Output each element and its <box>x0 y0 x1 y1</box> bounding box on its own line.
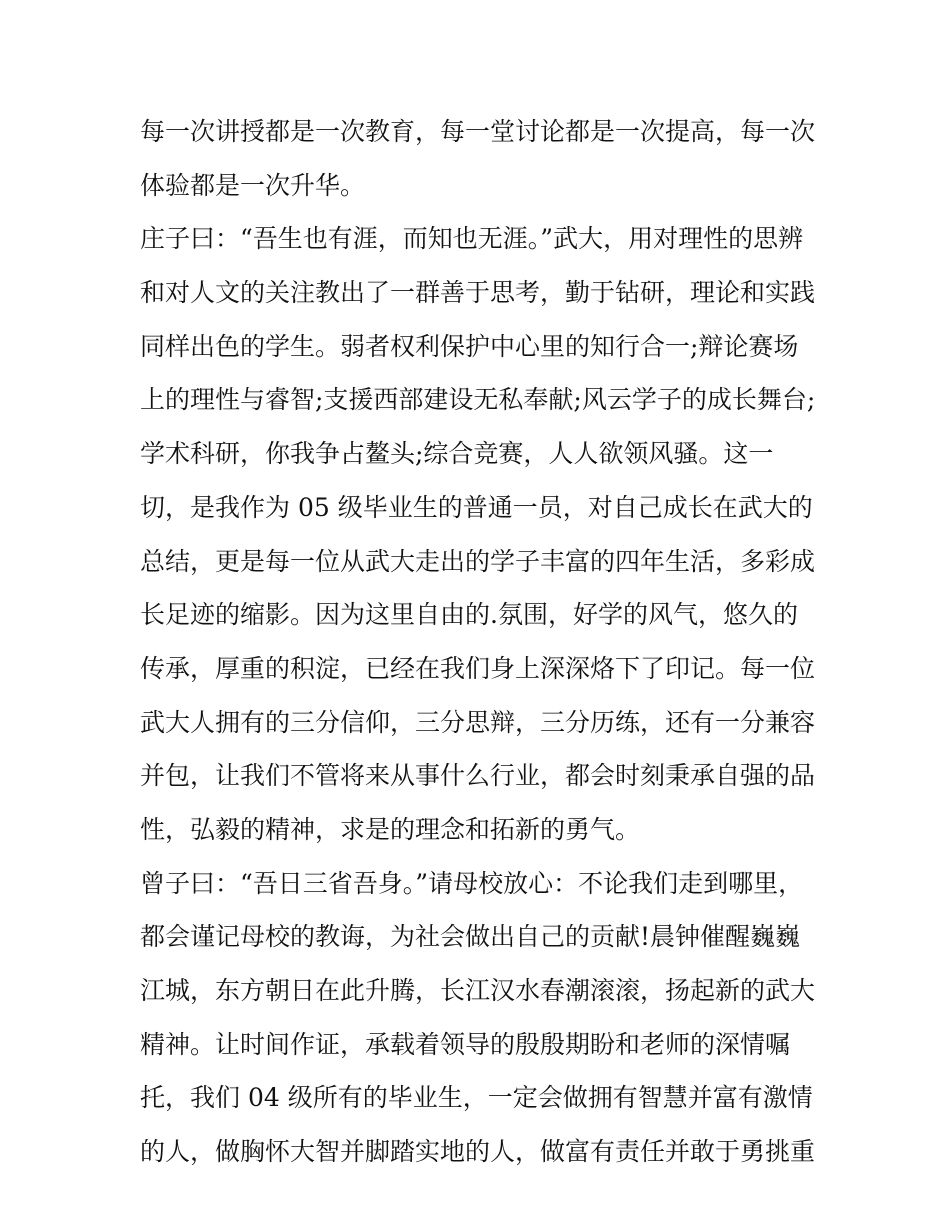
text-line: 总结，更是每一位从武大走出的学子丰富的四年生活，多彩成 <box>140 546 816 576</box>
text-line: 庄子曰：“吾生也有涯，而知也无涯。”武大，用对理性的思辨 <box>140 224 804 254</box>
text-line: 并包，让我们不管将来从事什么行业，都会时刻秉承自强的品 <box>140 761 816 791</box>
text-line: 性，弘毅的精神，求是的理念和拓新的勇气。 <box>140 814 641 844</box>
text-line: 江城，东方朝日在此升腾，长江汉水春潮滚滚，扬起新的武大 <box>140 976 816 1005</box>
text-line: 学术科研，你我争占鳌头;综合竞赛，人人欲领风骚。这一 <box>140 439 774 469</box>
text-line: 传承，厚重的积淀，已经在我们身上深深烙下了印记。每一位 <box>140 653 816 683</box>
text-line: 上的理性与睿智;支援西部建设无私奉献;风云学子的成长舞台; <box>140 385 816 415</box>
text-line: 同样出色的学生。弱者权利保护中心里的知行合一;辩论赛场 <box>140 331 799 361</box>
text-line: 精神。让时间作证，承载着领导的殷殷期盼和老师的深情嘱 <box>140 1029 791 1059</box>
text-line: 托，我们 04 级所有的毕业生，一定会做拥有智慧并富有激情 <box>140 1083 813 1113</box>
text-line: 武大人拥有的三分信仰，三分思辩，三分历练，还有一分兼容 <box>140 707 816 737</box>
text-line: 和对人文的关注教出了一群善于思考，勤于钻研，理论和实践 <box>140 278 816 308</box>
text-line: 长足迹的缩影。因为这里自由的.氛围，好学的风气，悠久的 <box>140 600 798 630</box>
body-text <box>140 105 830 1179</box>
text-line: 切，是我作为 05 级毕业生的普通一员，对自己成长在武大的 <box>140 492 813 522</box>
text-line: 每一次讲授都是一次教育，每一堂讨论都是一次提高，每一次 <box>140 117 816 146</box>
text-line: 的人，做胸怀大智并脚踏实地的人，做富有责任并敢于勇挑重 <box>140 1137 816 1167</box>
text-line: 曾子曰：“吾日三省吾身。”请母校放心：不论我们走到哪里， <box>140 868 804 898</box>
text-line: 都会谨记母校的教诲，为社会做出自己的贡献!晨钟催醒巍巍 <box>140 922 801 952</box>
text-line: 体验都是一次升华。 <box>140 170 366 200</box>
